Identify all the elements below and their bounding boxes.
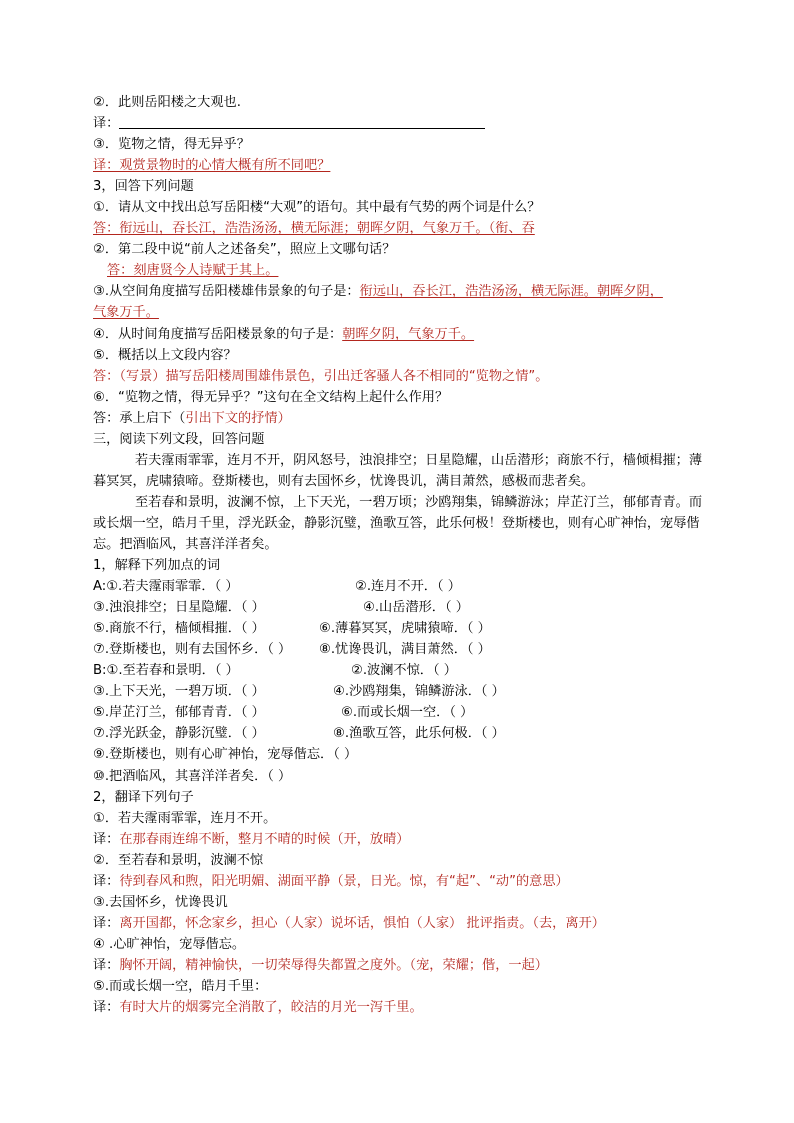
answer-prefix: 译： — [93, 831, 120, 847]
question-line: ②．第二段中说“前人之述备矣”，照应上文哪句话？ — [93, 242, 396, 258]
passage-paragraph-2: 至若春和景明，波澜不惊，上下天光，一碧万顷；沙鸥翔集，锦鳞游泳；岸芷汀兰，郁郁青青。而或长烟一空，皓月千里，浮光跃金，静影沉璧，渔歌互答，此乐何极！登斯楼也，则有心旷神怡，宠辱偕忘。把酒临风，其喜洋洋者矣。 — [93, 494, 703, 552]
vocab-item: ②.波澜不惊．（ ） — [351, 663, 457, 679]
answer-prefix: 答：承上启下（ — [93, 410, 186, 426]
vocab-item: ⑥.而或长烟一空．（ ） — [341, 705, 474, 721]
vocab-row — [93, 660, 713, 681]
translate-question: ④ .心旷神怡，宠辱偕忘。 — [93, 936, 246, 952]
document-page — [93, 92, 713, 1018]
vocab-item: ④.山岳潜形．（ ） — [363, 600, 469, 616]
answer-text: 有时大片的烟雾完全消散了，皎洁的月光一泻千里。 — [119, 1000, 423, 1016]
answer-line: 气象万千。 — [93, 305, 159, 321]
translate-question: ③.去国怀乡，忧谗畏讥 — [93, 894, 228, 910]
question-line: ③．览物之情，得无异乎？ — [93, 137, 250, 153]
answer-prefix: 译： — [93, 957, 120, 973]
vocab-item: ⑧.渔歌互答，此乐何极．（ ） — [333, 726, 505, 742]
translate-question: ①．若夫霪雨霏霏，连月不开。 — [93, 810, 277, 826]
vocab-item: A:①.若夫霪雨霏霏．（ ） — [93, 579, 239, 595]
section-heading: 1，解释下列加点的词 — [93, 558, 221, 574]
answer-text: 胸怀开阔，精神愉快，一切荣辱得失都置之度外。（宠，荣耀；偕，一起） — [119, 957, 548, 973]
translate-answer — [93, 871, 713, 892]
translation-blank-line — [93, 113, 713, 134]
question-line — [93, 324, 713, 345]
vocab-item: ⑤.商旅不行，樯倾楫摧．（ ） — [93, 621, 265, 637]
vocab-row — [93, 681, 713, 702]
question-text: ④．从时间角度描写岳阳楼景象的句子是： — [93, 326, 343, 342]
vocab-item: ④.沙鸥翔集，锦鳞游泳．（ ） — [333, 684, 505, 700]
answer-text: 在那春雨连绵不断，整月不晴的时候（开，放晴） — [119, 831, 410, 847]
answer-prefix: 译： — [93, 116, 120, 132]
vocab-item: B:①.至若春和景明．（ ） — [93, 663, 239, 679]
vocab-item: ③.浊浪排空；日星隐耀．（ ） — [93, 600, 265, 616]
translate-answer — [93, 997, 713, 1018]
vocab-row — [93, 618, 713, 639]
answer-text: 待到春风和煦，阳光明媚、湖面平静（景，日光。惊，有“起”、“动”的意思） — [119, 873, 569, 889]
answer-prefix: 译： — [93, 873, 120, 889]
answer-prefix: 译： — [93, 1000, 120, 1016]
answer-prefix: 译： — [93, 915, 120, 931]
vocab-row — [93, 597, 713, 618]
vocab-item: ②.连月不开．（ ） — [355, 579, 461, 595]
translate-answer — [93, 829, 713, 850]
translate-question: ⑤.而或长烟一空，皓月千里： — [93, 978, 268, 994]
vocab-row — [93, 639, 713, 660]
answer-text: 衔远山，吞长江，浩浩汤汤，横无际涯。朝晖夕阴， — [359, 284, 663, 300]
vocab-item: ⑦.登斯楼也，则有去国怀乡．（ ） — [93, 642, 292, 658]
vocab-row: ⑨.登斯楼也，则有心旷神怡，宠辱偕忘．（ ） — [93, 747, 358, 763]
question-line: ①．请从文中找出总写岳阳楼“大观”的语句。其中最有气势的两个词是什么？ — [93, 200, 541, 216]
translate-question: ②．至若春和景明，波澜不惊 — [93, 852, 264, 868]
answer-line: 答：衔远山，吞长江，浩浩汤汤，横无际涯；朝晖夕阴，气象万千。（衔、吞 — [93, 221, 535, 237]
vocab-row — [93, 723, 713, 744]
vocab-item: ③.上下天光，一碧万顷．（ ） — [93, 684, 265, 700]
passage-paragraph-1: 若夫霪雨霏霏，连月不开，阴风怒号，浊浪排空；日星隐耀，山岳潜形；商旅不行，樯倾楫摧；薄暮冥冥，虎啸猿啼。登斯楼也，则有去国怀乡，忧谗畏讥，满目萧然，感极而悲者矣。 — [93, 452, 703, 489]
answer-line: 译：观赏景物时的心情大概有所不同吧？ — [93, 158, 331, 174]
answer-line: 答：刻唐贤今人诗赋于其上。 — [107, 263, 279, 279]
question-line: ②．此则岳阳楼之大观也. — [93, 95, 241, 110]
answer-text: 引出下文的抒情） — [185, 410, 291, 426]
vocab-row — [93, 702, 713, 723]
answer-text: 离开国都，怀念家乡，担心（人家）说坏话，惧怕（人家） 批评指责。（去，离开） — [119, 915, 605, 931]
vocab-row — [93, 576, 713, 597]
vocab-item: ⑤.岸芷汀兰，郁郁青青．（ ） — [93, 705, 265, 721]
vocab-item: ⑧.忧谗畏讥，满目萧然．（ ） — [319, 642, 491, 658]
answer-line — [93, 408, 713, 429]
translate-answer — [93, 955, 713, 976]
section-heading: 3，回答下列问题 — [93, 179, 194, 195]
question-line — [93, 281, 713, 302]
section-heading: 2，翻译下列句子 — [93, 789, 194, 805]
answer-line: 答：（写景）描写岳阳楼周围雄伟景色，引出迁客骚人各不相同的“览物之情”。 — [93, 368, 549, 384]
vocab-item: ⑥.薄暮冥冥，虎啸猿啼．（ ） — [319, 621, 491, 637]
question-line: ⑤．概括以上文段内容？ — [93, 347, 237, 363]
question-line: ⑥．“览物之情，得无异乎？”这句在全文结构上起什么作用？ — [93, 389, 449, 405]
vocab-item: ⑦.浮光跃金，静影沉璧．（ ） — [93, 726, 265, 742]
translate-answer — [93, 913, 713, 934]
question-text: ③.从空间角度描写岳阳楼雄伟景象的句子是： — [93, 284, 360, 300]
answer-text: 朝晖夕阴，气象万千。 — [342, 326, 475, 342]
answer-blank — [119, 115, 485, 129]
section-heading: 三，阅读下列文段，回答问题 — [93, 431, 265, 447]
vocab-row: ⑩.把酒临风，其喜洋洋者矣．（ ） — [93, 768, 292, 784]
